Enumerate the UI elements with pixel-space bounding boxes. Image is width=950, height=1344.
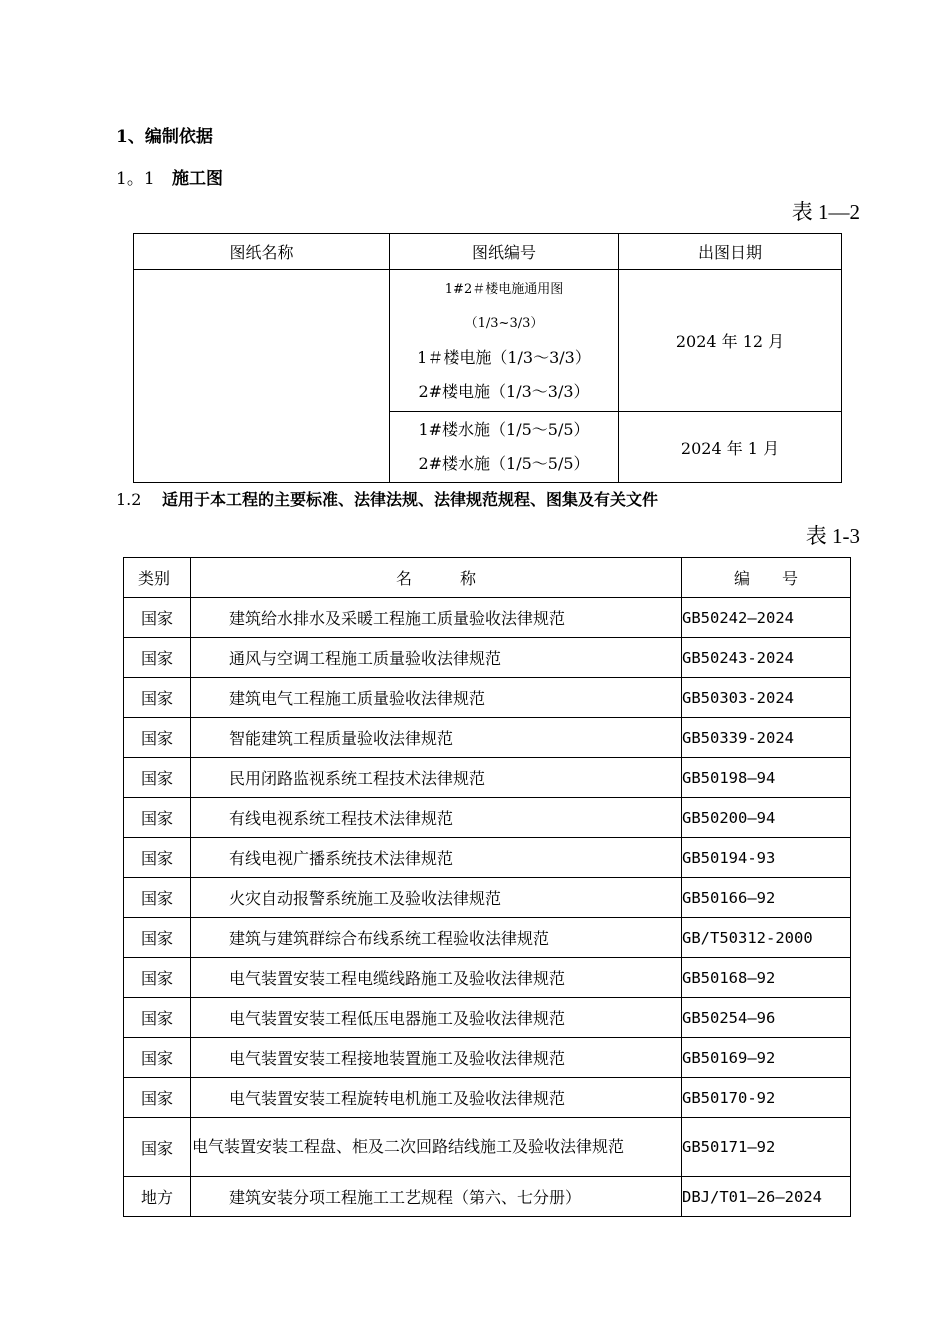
standard-name-cell: 建筑安装分项工程施工工艺规程（第六、七分册） — [191, 1177, 682, 1217]
table-row — [124, 1118, 851, 1177]
table-row — [134, 270, 842, 412]
table-row — [124, 798, 851, 838]
table-row — [124, 878, 851, 918]
header-code: 编 号 — [682, 558, 851, 598]
category-cell: 国家 — [124, 838, 191, 878]
standard-code-cell: GB50198—94 — [682, 758, 851, 798]
drawing-name-cell — [134, 270, 390, 483]
drawing-number-cell — [390, 412, 619, 483]
table-row — [124, 758, 851, 798]
subsection-title-drawings — [116, 164, 223, 189]
standard-name-cell: 有线电视广播系统技术法律规范 — [191, 838, 682, 878]
header-drawing-number: 图纸编号 — [390, 234, 619, 270]
standard-code-cell: GB50168—92 — [682, 958, 851, 998]
standard-code-cell: GB/T50312-2000 — [682, 918, 851, 958]
standard-code-cell: DBJ/T01—26—2024 — [682, 1177, 851, 1217]
drawings-table — [133, 233, 842, 483]
standards-table — [123, 557, 851, 1217]
table-header-row — [134, 234, 842, 270]
table-row — [124, 1078, 851, 1118]
category-cell: 国家 — [124, 718, 191, 758]
standard-name-cell: 建筑给水排水及采暖工程施工质量验收法律规范 — [191, 598, 682, 638]
standard-code-cell: GB50170-92 — [682, 1078, 851, 1118]
category-cell: 国家 — [124, 998, 191, 1038]
table-row — [124, 598, 851, 638]
category-cell: 国家 — [124, 1038, 191, 1078]
standard-name-cell: 通风与空调工程施工质量验收法律规范 — [191, 638, 682, 678]
category-cell: 国家 — [124, 1118, 191, 1177]
standard-code-cell: GB50166—92 — [682, 878, 851, 918]
standard-name-cell: 建筑电气工程施工质量验收法律规范 — [191, 678, 682, 718]
standard-code-cell: GB50200—94 — [682, 798, 851, 838]
drawing-number-cell — [390, 270, 619, 412]
header-drawing-name: 图纸名称 — [134, 234, 390, 270]
table-row — [124, 918, 851, 958]
standard-code-cell: GB50254—96 — [682, 998, 851, 1038]
category-cell: 地方 — [124, 1177, 191, 1217]
standard-code-cell: GB50243-2024 — [682, 638, 851, 678]
standard-name-cell: 电气装置安装工程接地装置施工及验收法律规范 — [191, 1038, 682, 1078]
issue-date-cell: 2024 年 12 月 — [619, 270, 842, 412]
table1-caption: 表 1—2 — [791, 200, 860, 224]
table-row — [124, 638, 851, 678]
category-cell: 国家 — [124, 918, 191, 958]
section-title: 1、编制依据 — [116, 127, 213, 147]
subsection-title-standards — [116, 487, 658, 510]
subsection-label: 施工图 — [172, 169, 223, 189]
standard-name-cell: 电气装置安装工程低压电器施工及验收法律规范 — [191, 998, 682, 1038]
standard-name-cell: 电气装置安装工程电缆线路施工及验收法律规范 — [191, 958, 682, 998]
standard-code-cell: GB50169—92 — [682, 1038, 851, 1078]
header-category: 类别 — [124, 558, 191, 598]
standard-code-cell: GB50171—92 — [682, 1118, 851, 1177]
subsection-number: 1.2 — [116, 490, 142, 509]
drawing-line: 2#楼电施（1/3～3/3） — [418, 381, 590, 401]
category-cell: 国家 — [124, 958, 191, 998]
table-row — [124, 838, 851, 878]
standard-code-cell: GB50303-2024 — [682, 678, 851, 718]
standard-name-cell: 建筑与建筑群综合布线系统工程验收法律规范 — [191, 918, 682, 958]
header-name: 名 称 — [191, 558, 682, 598]
category-cell: 国家 — [124, 638, 191, 678]
standard-name-cell: 有线电视系统工程技术法律规范 — [191, 798, 682, 838]
standard-name-cell: 火灾自动报警系统施工及验收法律规范 — [191, 878, 682, 918]
table-row — [124, 958, 851, 998]
category-cell: 国家 — [124, 598, 191, 638]
table2-caption: 表 1-3 — [805, 524, 860, 548]
table-row — [124, 1038, 851, 1078]
standard-code-cell: GB50242—2024 — [682, 598, 851, 638]
standard-name-cell: 电气装置安装工程旋转电机施工及验收法律规范 — [191, 1078, 682, 1118]
category-cell: 国家 — [124, 878, 191, 918]
drawing-line: 1＃楼电施（1/3～3/3） — [417, 347, 591, 367]
standard-code-cell: GB50339-2024 — [682, 718, 851, 758]
subsection-number: 1。1 — [116, 169, 155, 189]
standard-name-cell: 民用闭路监视系统工程技术法律规范 — [191, 758, 682, 798]
subsection-label: 适用于本工程的主要标准、法律法规、法律规范规程、图集及有关文件 — [162, 490, 659, 509]
drawing-line: （1/3~3/3） — [464, 315, 544, 331]
category-cell: 国家 — [124, 1078, 191, 1118]
drawing-line: 1#楼水施（1/5～5/5） — [418, 420, 590, 439]
table-row — [124, 678, 851, 718]
table-row — [124, 998, 851, 1038]
drawing-line: 1#2＃楼电施通用图 — [444, 281, 564, 297]
table-row — [124, 1177, 851, 1217]
issue-date-cell: 2024 年 1 月 — [619, 412, 842, 483]
standards-table-body — [124, 598, 851, 1217]
category-cell: 国家 — [124, 678, 191, 718]
standard-name-cell: 智能建筑工程质量验收法律规范 — [191, 718, 682, 758]
standard-name-cell: 电气装置安装工程盘、柜及二次回路结线施工及验收法律规范 — [191, 1118, 682, 1177]
category-cell: 国家 — [124, 758, 191, 798]
drawing-line: 2#楼水施（1/5～5/5） — [418, 454, 590, 473]
table-header-row — [124, 558, 851, 598]
standard-code-cell: GB50194-93 — [682, 838, 851, 878]
table-row — [124, 718, 851, 758]
category-cell: 国家 — [124, 798, 191, 838]
header-issue-date: 出图日期 — [619, 234, 842, 270]
